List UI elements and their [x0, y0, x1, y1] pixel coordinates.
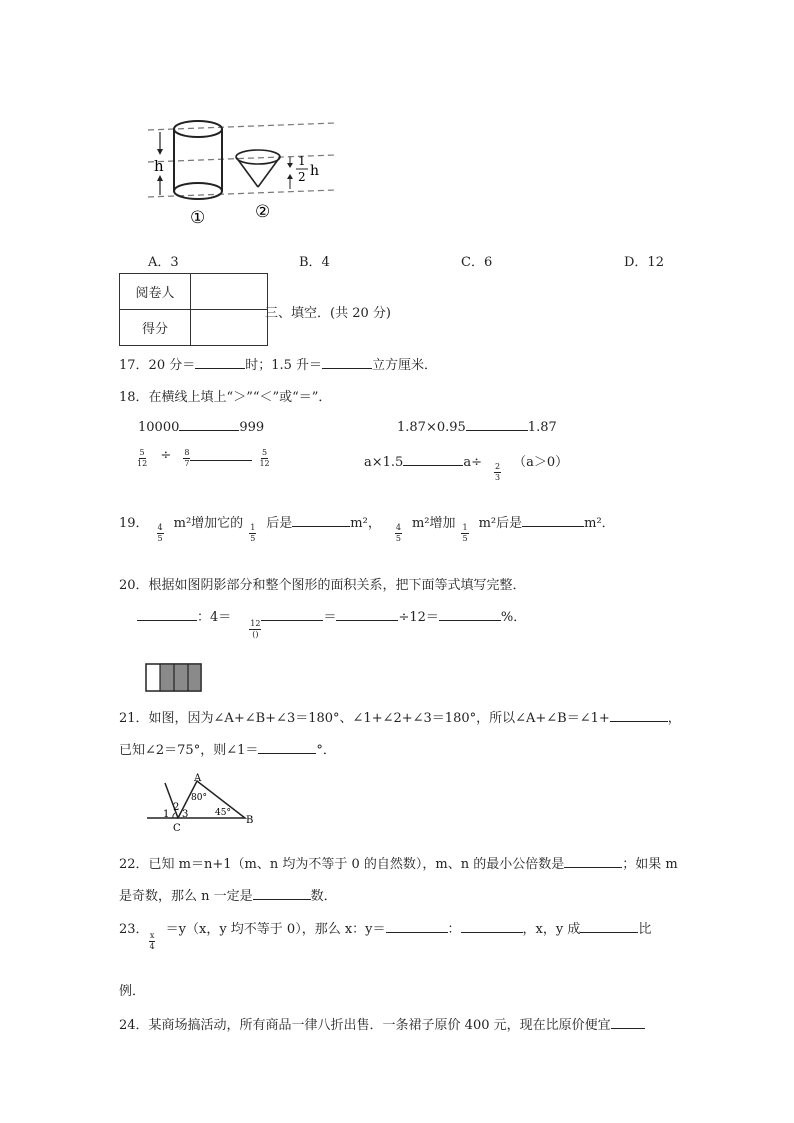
fraction: $\frac{1}{5}$ [462, 523, 468, 543]
answer-blank[interactable] [179, 418, 239, 431]
fraction: $\frac{1}{5}$ [250, 523, 256, 543]
q18-item-a: 10000 999 [138, 420, 265, 435]
angle-label-3: 3 [182, 809, 189, 820]
circle-label-1: ① [190, 208, 206, 228]
question-20-stem: 20．根据如图阴影部分和整个图形的面积关系，把下面等式填写完整． [119, 578, 526, 593]
fraction: $\frac{5}{12}$ [259, 448, 270, 468]
vertex-a: A [194, 773, 202, 784]
answer-blank[interactable] [439, 608, 501, 621]
answer-blank[interactable] [466, 418, 528, 431]
question-17: 17．20 分＝ 时；1.5 升＝ 立方厘米． [119, 358, 438, 373]
fraction: $\frac{5}{12}$ [137, 448, 148, 468]
angle-label-2: 2 [173, 802, 180, 813]
answer-blank[interactable] [261, 608, 323, 621]
score-table [119, 273, 268, 346]
question-23-line2: 例． [119, 984, 146, 999]
answer-blank[interactable] [253, 887, 311, 900]
q18-item-b: 1.87×0.95 1.87 [397, 420, 557, 435]
answer-blank[interactable] [258, 741, 316, 754]
half-numerator: 1 [298, 154, 306, 168]
question-21-line2: 已知∠2＝75°，则∠1＝ °． [119, 743, 336, 758]
choice-b: B．4 [299, 255, 330, 270]
grader-label: 阅卷人 [120, 274, 191, 310]
answer-blank[interactable] [322, 356, 372, 369]
cylinder-cone-figure [140, 105, 340, 230]
question-18-stem: 18．在横线上填上“＞”“＜”或“＝”． [119, 390, 332, 405]
fraction: $\frac{4}{5}$ [395, 523, 401, 543]
answer-blank[interactable] [403, 453, 463, 466]
q18-item-d: a×1.5 a÷ $\frac{2}{3}$ （a＞0） [364, 455, 569, 482]
score-label: 得分 [120, 310, 191, 346]
choice-c: C．6 [461, 255, 493, 270]
score-cell[interactable] [191, 310, 268, 346]
answer-blank[interactable] [137, 608, 197, 621]
triangle-angle-figure [145, 773, 260, 835]
question-24: 24．某商场搞活动，所有商品一律八折出售．一条裙子原价 400 元，现在比原价便宜 [119, 1014, 645, 1033]
answer-blank[interactable] [580, 920, 638, 933]
answer-blank[interactable] [190, 448, 252, 461]
question-22-line1: 22．已知 m＝n+1（m、n 均为不等于 0 的自然数），m、n 的最小公倍数是 ；如果 m [119, 857, 678, 872]
fraction: $\frac{2}{3}$ [494, 462, 501, 482]
question-21-line1: 21．如图，因为∠A+∠B+∠3＝180°、∠1+∠2+∠3＝180°，所以∠A+∠B＝∠1+ ， [119, 711, 681, 726]
answer-blank[interactable] [522, 514, 584, 527]
choice-a: A．3 [148, 255, 179, 270]
shaded-rectangle-figure [145, 663, 203, 693]
half-denominator: 2 [298, 170, 306, 184]
vertex-b: B [246, 815, 254, 826]
answer-blank[interactable] [611, 1016, 645, 1029]
answer-blank[interactable] [195, 356, 245, 369]
answer-blank[interactable] [336, 608, 398, 621]
height-label: h [154, 157, 164, 175]
answer-blank[interactable] [564, 855, 622, 868]
fraction: $\frac{12}{()}$ [250, 619, 261, 639]
question-22-line2: 是奇数，那么 n 一定是 数． [119, 889, 337, 904]
question-19: 19． $\frac{4}{5}$ m²增加它的 $\frac{1}{5}$ 后是 m²， $\frac{4}{5}$ m²增加 $\frac{1}{5}$ m²后是 m²． [119, 516, 615, 543]
circle-label-2: ② [255, 202, 271, 222]
answer-blank[interactable] [461, 920, 523, 933]
angle-label-1: 1 [163, 809, 170, 820]
grader-cell[interactable] [191, 274, 268, 310]
fraction: $\frac{4}{5}$ [157, 523, 163, 543]
section-title: 三、填空．(共 20 分) [265, 306, 391, 321]
half-h-label: h [310, 163, 320, 179]
question-20-equation: ：4＝ $\frac{12}{()}$ ＝ ÷12＝ %． [137, 606, 526, 628]
question-23-line1: 23． $\frac{x}{4}$ ＝y（x，y 均不等于 0），那么 x：y＝ ： ，x，y 成 比 [119, 922, 652, 951]
fraction: $\frac{x}{4}$ [149, 931, 155, 951]
answer-blank[interactable] [610, 709, 668, 722]
answer-blank[interactable] [292, 514, 350, 527]
q18-item-c: $\frac{5}{12}$ ÷ $\frac{8}{7}$ $\frac{5}{12}$ [137, 448, 270, 468]
choice-d: D．12 [624, 255, 664, 270]
fraction: $\frac{8}{7}$ [184, 448, 190, 468]
answer-blank[interactable] [386, 920, 448, 933]
vertex-c: C [173, 823, 181, 834]
angle-45: 45° [215, 808, 231, 818]
angle-80: 80° [191, 793, 207, 803]
